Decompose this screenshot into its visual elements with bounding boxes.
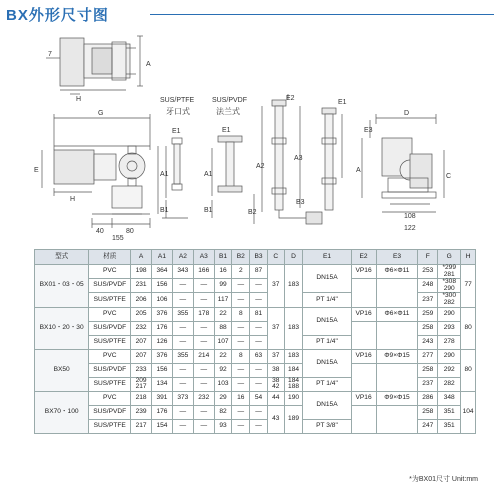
cell-b3: 54: [250, 391, 268, 405]
cell-f: 243: [418, 335, 438, 349]
cell-a: 231: [131, 279, 152, 293]
cell-a1: 391: [152, 391, 173, 405]
table-header-row: [35, 250, 476, 265]
cell-c: 37: [267, 349, 284, 363]
header-d: D: [284, 250, 303, 265]
threaded-label-a1: A1: [160, 171, 169, 178]
cell-d: 184: [284, 363, 303, 377]
main-view-label-h: H: [70, 196, 76, 203]
cell-e1: DN15A: [303, 349, 351, 377]
flanged-caption-1: SUS/PVDF: [212, 97, 248, 104]
material-cell: SUS/PTFE: [89, 293, 131, 307]
cell-f: 259: [418, 307, 438, 321]
cell-b3: —: [250, 321, 268, 335]
cell-f: 258: [418, 321, 438, 335]
cell-a: 217: [131, 419, 152, 433]
cell-e3-empty: [376, 321, 418, 349]
header-model: 型式: [35, 250, 89, 265]
cell-f: 277: [418, 349, 438, 363]
cell-b2: —: [232, 419, 250, 433]
flanged-label-b1: B1: [204, 207, 213, 214]
cell-b3: —: [250, 293, 268, 307]
cell-e1: PT 1/4": [303, 377, 351, 391]
material-cell: SUS/PVDF: [89, 321, 131, 335]
cell-e3: Φ9×Φ15: [376, 349, 418, 363]
cell-c-line: 38: [272, 376, 280, 384]
cell-a1: 156: [152, 363, 173, 377]
cell-a2: —: [172, 405, 193, 419]
top-view-label-h: H: [76, 96, 82, 103]
cell-h: 80: [461, 307, 476, 349]
cell-a3: —: [193, 279, 214, 293]
header-b2: B2: [232, 250, 250, 265]
cell-e2: VP16: [351, 265, 376, 279]
cell-a3: 166: [193, 265, 214, 279]
cell-g: [438, 279, 461, 293]
main-view-label-g: G: [98, 110, 104, 117]
cell-b1: 22: [214, 349, 232, 363]
cell-g: 290: [438, 307, 461, 321]
header: [0, 0, 500, 28]
cell-g: [438, 293, 461, 307]
cell-b3: 63: [250, 349, 268, 363]
cell-a-line: 217: [135, 383, 147, 391]
cell-g: 293: [438, 321, 461, 335]
cell-b3: —: [250, 419, 268, 433]
cell-e3-empty: [376, 405, 418, 433]
cell-a1: 376: [152, 349, 173, 363]
cell-a2: 373: [172, 391, 193, 405]
header-h: H: [461, 250, 476, 265]
cell-g-line: *300: [442, 292, 457, 300]
pvc-label-b3: B3: [296, 199, 305, 206]
cell-g: 278: [438, 335, 461, 349]
cell-f: 253: [418, 265, 438, 279]
cell-b1: 117: [214, 293, 232, 307]
cell-e3: Φ6×Φ11: [376, 307, 418, 321]
side-view-label-e3: E3: [364, 127, 373, 134]
cell-c: 37: [267, 265, 284, 308]
cell-g-line: *299: [442, 264, 457, 271]
side-view: [362, 114, 444, 212]
cell-a2: —: [172, 419, 193, 433]
cell-a2: 343: [172, 265, 193, 279]
cell-e1: PT 3/8": [303, 419, 351, 433]
cell-g: 351: [438, 405, 461, 419]
cell-f: 248: [418, 279, 438, 293]
cell-a2: —: [172, 321, 193, 335]
unit-footnote: *为BX01尺寸 Unit:mm: [409, 476, 478, 483]
cell-a: 207: [131, 335, 152, 349]
model-cell: BX10・20・30: [35, 307, 89, 349]
cell-a3: —: [193, 377, 214, 391]
cell-a: 233: [131, 363, 152, 377]
cell-b3: 87: [250, 265, 268, 279]
cell-b2: 8: [232, 307, 250, 321]
cell-b2: —: [232, 377, 250, 391]
page-title: BX外形尺寸图: [6, 6, 109, 24]
cell-a3: —: [193, 335, 214, 349]
cell-a3: 232: [193, 391, 214, 405]
cell-a1: 176: [152, 405, 173, 419]
cell-e2-empty: [351, 321, 376, 349]
cell-d: 183: [284, 307, 303, 349]
cell-g: 292: [438, 363, 461, 377]
cell-a3: —: [193, 419, 214, 433]
flanged-label-a1: A1: [204, 171, 213, 178]
side-view-label-122: 122: [404, 225, 416, 232]
cell-f: 258: [418, 405, 438, 419]
cell-b3: —: [250, 405, 268, 419]
side-view-label-108: 108: [404, 213, 416, 220]
cell-a3: 178: [193, 307, 214, 321]
header-g: G: [438, 250, 461, 265]
table-row: [35, 321, 476, 335]
spec-table: [34, 249, 476, 434]
cell-a2: —: [172, 279, 193, 293]
table-row: [35, 307, 476, 321]
header-a1: A1: [152, 250, 173, 265]
cell-a: 218: [131, 391, 152, 405]
threaded-connection: [162, 138, 188, 218]
cell-a3: —: [193, 293, 214, 307]
cell-a2: 355: [172, 349, 193, 363]
material-cell: SUS/PTFE: [89, 377, 131, 391]
cell-b1: 88: [214, 321, 232, 335]
cell-e3-empty: [376, 279, 418, 307]
cell-d: 190: [284, 391, 303, 405]
cell-e1: DN15A: [303, 307, 351, 335]
cell-a2: —: [172, 363, 193, 377]
model-cell: BX70・100: [35, 391, 89, 433]
table-row: [35, 405, 476, 419]
cell-b2: 16: [232, 391, 250, 405]
threaded-label-b1: B1: [160, 207, 169, 214]
cell-e1: DN15A: [303, 265, 351, 293]
cell-b2: 8: [232, 349, 250, 363]
cell-a1: 154: [152, 419, 173, 433]
cell-b3: —: [250, 279, 268, 293]
table-row: [35, 363, 476, 377]
header-material: 材质: [89, 250, 131, 265]
flanged-caption-2: 法兰式: [216, 107, 240, 116]
cell-f: 258: [418, 363, 438, 377]
cell-a2: —: [172, 377, 193, 391]
cell-h: 77: [461, 265, 476, 308]
material-cell: PVC: [89, 349, 131, 363]
material-cell: SUS/PVDF: [89, 405, 131, 419]
spec-table-wrap: [34, 249, 476, 434]
cell-e1: DN15A: [303, 391, 351, 419]
cell-b1: 103: [214, 377, 232, 391]
header-a2: A2: [172, 250, 193, 265]
material-cell: SUS/PVDF: [89, 279, 131, 293]
cell-b1: 92: [214, 363, 232, 377]
header-b3: B3: [250, 250, 268, 265]
material-cell: PVC: [89, 307, 131, 321]
flanged-label-e1: E1: [222, 127, 231, 134]
cell-b3: —: [250, 377, 268, 391]
cell-e2-empty: [351, 279, 376, 307]
cell-g: 282: [438, 377, 461, 391]
cell-a1: 156: [152, 279, 173, 293]
cell-c: 44: [267, 391, 284, 405]
cell-b1: 29: [214, 391, 232, 405]
cell-c: 38: [267, 363, 284, 377]
cell-a1: 106: [152, 293, 173, 307]
cell-a1: 364: [152, 265, 173, 279]
main-view-label-40: 40: [96, 228, 104, 235]
cell-h: 80: [461, 349, 476, 391]
header-e2: E2: [351, 250, 376, 265]
cell-g-line: 282: [443, 298, 455, 306]
cell-h: 104: [461, 391, 476, 433]
cell-a1: 176: [152, 321, 173, 335]
cell-d: [284, 377, 303, 391]
cell-f: 237: [418, 377, 438, 391]
material-cell: SUS/PVDF: [89, 363, 131, 377]
cell-a3: —: [193, 363, 214, 377]
header-b1: B1: [214, 250, 232, 265]
cell-a3: 214: [193, 349, 214, 363]
pvc-label-e1: E1: [338, 99, 347, 106]
cell-b2: —: [232, 293, 250, 307]
cell-b1: 99: [214, 279, 232, 293]
cell-f: 286: [418, 391, 438, 405]
material-cell: SUS/PTFE: [89, 419, 131, 433]
model-cell: BX01・03・05: [35, 265, 89, 308]
cell-a2: —: [172, 335, 193, 349]
dimension-drawing-svg: [0, 28, 500, 240]
cell-f: 237: [418, 293, 438, 307]
main-view-label-155: 155: [112, 235, 124, 240]
cell-b1: 16: [214, 265, 232, 279]
cell-b2: —: [232, 279, 250, 293]
material-cell: PVC: [89, 391, 131, 405]
cell-c: [267, 377, 284, 391]
top-view-label-7: 7: [48, 51, 52, 58]
cell-a2: 355: [172, 307, 193, 321]
cell-d: 189: [284, 405, 303, 433]
main-view-label-80: 80: [126, 228, 134, 235]
cell-b1: 93: [214, 419, 232, 433]
cell-a2: —: [172, 293, 193, 307]
cell-e1: PT 1/4": [303, 293, 351, 307]
cell-g-line: 281: [443, 270, 455, 278]
pvc-label-b2: B2: [248, 209, 257, 216]
header-c: C: [267, 250, 284, 265]
threaded-caption-1: SUS/PTFE: [160, 97, 195, 104]
cell-b2: —: [232, 405, 250, 419]
cell-b3: —: [250, 363, 268, 377]
cell-a: 205: [131, 307, 152, 321]
cell-e2: VP16: [351, 349, 376, 363]
cell-d: 183: [284, 265, 303, 308]
cell-b3: —: [250, 335, 268, 349]
cell-b1: 22: [214, 307, 232, 321]
table-row: [35, 391, 476, 405]
cell-a3: —: [193, 321, 214, 335]
cell-d: 183: [284, 349, 303, 363]
cell-a: 206: [131, 293, 152, 307]
header-a: A: [131, 250, 152, 265]
header-a3: A3: [193, 250, 214, 265]
model-cell: BX50: [35, 349, 89, 391]
cell-a: [131, 377, 152, 391]
cell-b2: 2: [232, 265, 250, 279]
top-view-label-a: A: [146, 61, 151, 68]
cell-g: 351: [438, 419, 461, 433]
threaded-label-e1: E1: [172, 128, 181, 135]
side-view-label-d: D: [404, 110, 410, 117]
top-view: [46, 36, 143, 94]
side-view-label-c: C: [446, 173, 452, 180]
cell-g: 348: [438, 391, 461, 405]
header-f: F: [418, 250, 438, 265]
pvc-label-e2: E2: [286, 95, 295, 102]
side-view-label-a: A: [356, 167, 361, 174]
table-row: [35, 265, 476, 279]
cell-e2: VP16: [351, 307, 376, 321]
cell-b2: —: [232, 363, 250, 377]
threaded-caption-2: 牙口式: [166, 107, 190, 116]
cell-a1: 134: [152, 377, 173, 391]
header-e3: E3: [376, 250, 418, 265]
main-view: [42, 114, 158, 228]
pvc-label-a2: A2: [256, 163, 265, 170]
cell-a1: 376: [152, 307, 173, 321]
cell-g-line: *308: [442, 278, 457, 286]
cell-b1: 82: [214, 405, 232, 419]
cell-e3: Φ6×Φ11: [376, 265, 418, 279]
cell-g: [438, 265, 461, 279]
cell-e3-empty: [376, 363, 418, 391]
cell-a: 198: [131, 265, 152, 279]
cell-a3: —: [193, 405, 214, 419]
header-e1: E1: [303, 250, 351, 265]
cell-e1: PT 1/4": [303, 335, 351, 349]
title-rule: [150, 14, 494, 15]
cell-d-line: 184: [288, 376, 300, 384]
cell-b2: —: [232, 321, 250, 335]
dimension-drawing: [0, 28, 500, 240]
cell-b1: 107: [214, 335, 232, 349]
cell-g-line: 290: [443, 284, 455, 292]
cell-c: 37: [267, 307, 284, 349]
table-row: [35, 349, 476, 363]
cell-a-line: 209: [135, 376, 147, 384]
cell-e2-empty: [351, 405, 376, 433]
cell-e3: Φ9×Φ15: [376, 391, 418, 405]
material-cell: PVC: [89, 265, 131, 279]
table-row: [35, 279, 476, 293]
main-view-label-e: E: [34, 167, 39, 174]
cell-b3: 81: [250, 307, 268, 321]
cell-g: 290: [438, 349, 461, 363]
cell-a: 239: [131, 405, 152, 419]
cell-c-line: 42: [272, 383, 280, 391]
flanged-connection: [212, 136, 242, 218]
cell-a1: 126: [152, 335, 173, 349]
cell-e2-empty: [351, 363, 376, 391]
cell-c: 43: [267, 405, 284, 433]
cell-b2: —: [232, 335, 250, 349]
pvc-label-a3: A3: [294, 155, 303, 162]
title-box: [6, 5, 109, 23]
material-cell: SUS/PTFE: [89, 335, 131, 349]
cell-f: 247: [418, 419, 438, 433]
cell-e2: VP16: [351, 391, 376, 405]
cell-a: 232: [131, 321, 152, 335]
cell-d-line: 188: [288, 383, 300, 391]
cell-a: 207: [131, 349, 152, 363]
